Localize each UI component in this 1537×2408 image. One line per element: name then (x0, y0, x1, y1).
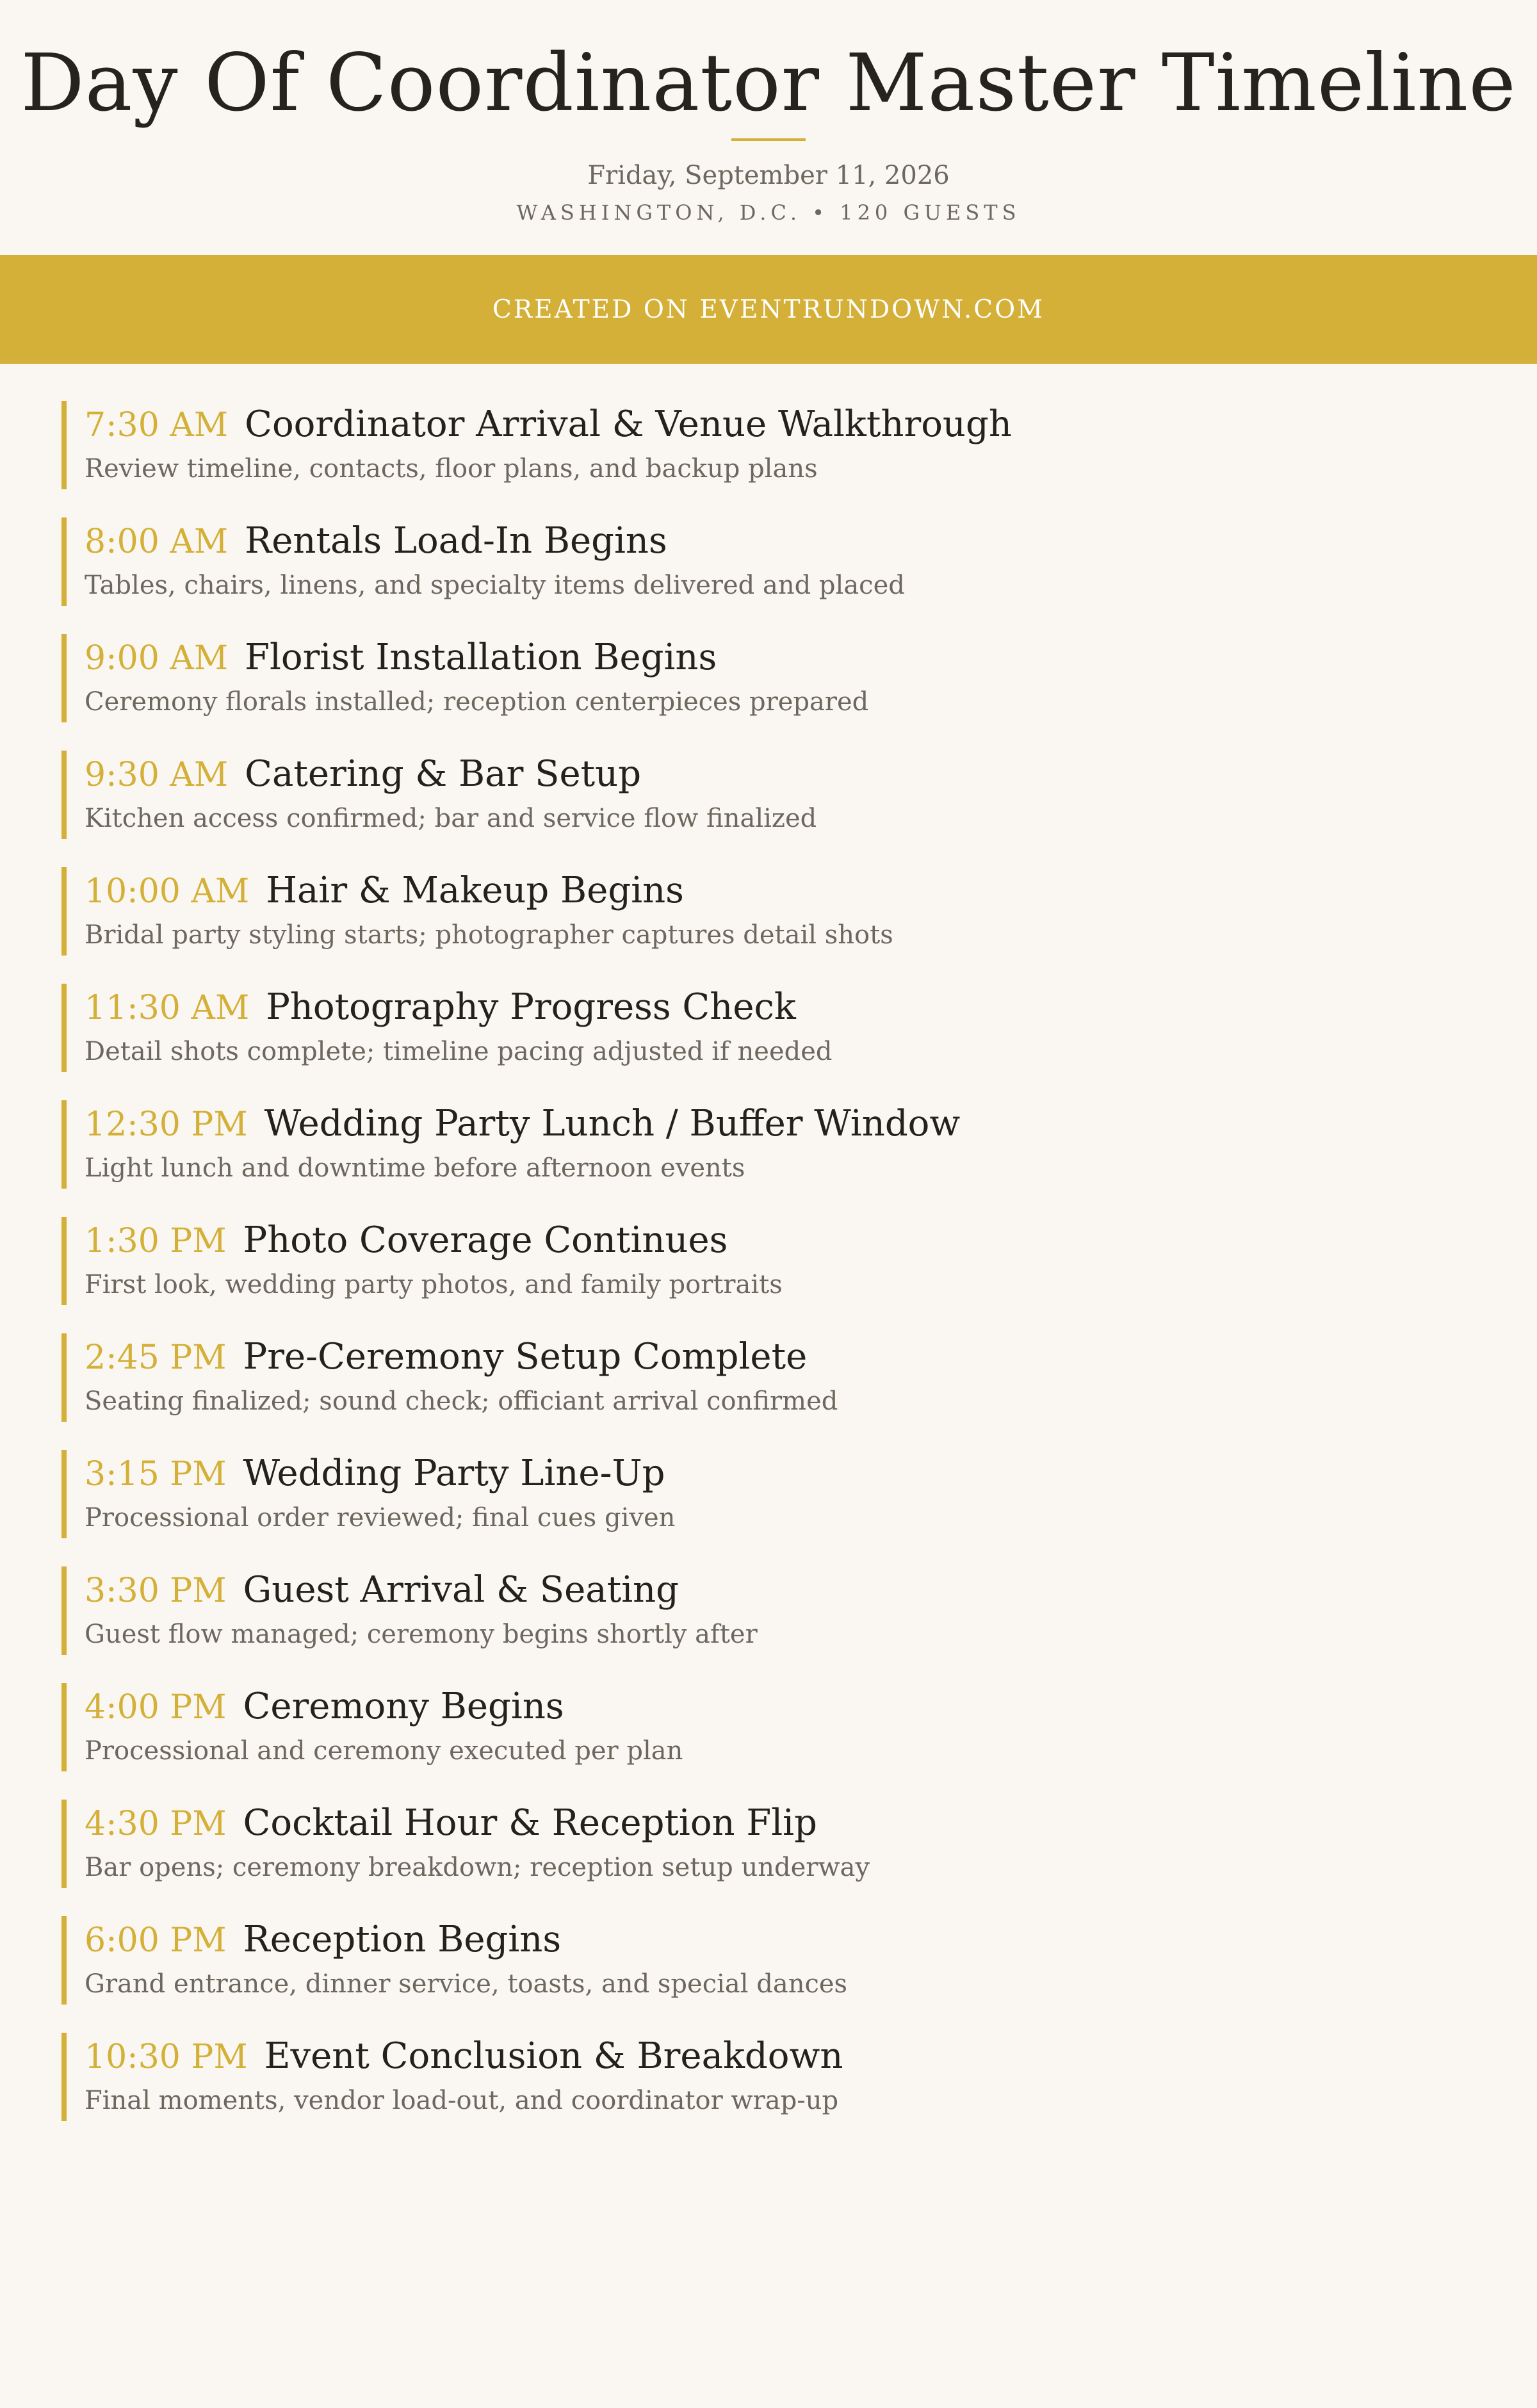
event-title: Rentals Load-In Begins (245, 520, 667, 562)
event-time: 9:00 AM (85, 639, 229, 678)
event-title: Wedding Party Lunch / Buffer Window (264, 1103, 961, 1144)
event-description: Light lunch and downtime before afternoon events (85, 1153, 745, 1183)
event-title: Guest Arrival & Seating (243, 1569, 679, 1611)
timeline-accent-bar (61, 517, 67, 606)
event-title: Event Conclusion & Breakdown (264, 2035, 843, 2077)
event-title: Catering & Bar Setup (245, 753, 642, 795)
timeline-item (61, 749, 1470, 866)
event-time: 8:00 AM (85, 523, 229, 561)
event-time: 3:15 PM (85, 1455, 227, 1493)
timeline-item-heading (85, 866, 684, 924)
timeline-item-heading (85, 633, 717, 691)
event-time: 10:30 PM (85, 2038, 248, 2076)
timeline-accent-bar (61, 1800, 67, 1888)
timeline-accent-bar (61, 1566, 67, 1655)
event-time: 1:30 PM (85, 1222, 227, 1260)
event-time: 2:45 PM (85, 1338, 227, 1377)
event-title: Cocktail Hour & Reception Flip (243, 1802, 817, 1844)
event-time: 10:00 AM (85, 872, 250, 911)
event-title: Hair & Makeup Begins (266, 870, 684, 911)
timeline-item (61, 1798, 1470, 1915)
timeline-item-heading (85, 2031, 843, 2090)
timeline-item (61, 1332, 1470, 1449)
timeline-item-heading (85, 400, 1012, 458)
banner-text: CREATED ON EVENTRUNDOWN.COM (492, 295, 1045, 324)
timeline-accent-bar (61, 1100, 67, 1189)
timeline-accent-bar (61, 1916, 67, 2005)
event-time: 3:30 PM (85, 1572, 227, 1610)
event-title: Photography Progress Check (266, 986, 796, 1028)
timeline-accent-bar (61, 2033, 67, 2121)
event-description: Processional order reviewed; final cues given (85, 1503, 676, 1533)
event-location-guests: WASHINGTON, D.C. • 120 GUESTS (516, 200, 1021, 225)
event-description: Review timeline, contacts, floor plans, and backup plans (85, 454, 818, 484)
timeline-accent-bar (61, 1333, 67, 1422)
timeline-item-heading (85, 1216, 728, 1274)
timeline-item (61, 982, 1470, 1099)
created-on-banner (0, 255, 1537, 364)
event-time: 9:30 AM (85, 756, 229, 794)
event-description: Tables, chairs, linens, and specialty items delivered and placed (85, 571, 905, 600)
timeline-item-heading (85, 1099, 960, 1157)
timeline-item (61, 400, 1470, 516)
timeline-item-heading (85, 749, 641, 808)
event-time: 4:30 PM (85, 1805, 227, 1843)
event-time: 12:30 PM (85, 1105, 248, 1144)
timeline-accent-bar (61, 984, 67, 1072)
event-description: Bar opens; ceremony breakdown; reception setup underway (85, 1853, 870, 1882)
event-description: Detail shots complete; timeline pacing adjusted if needed (85, 1037, 833, 1066)
timeline-accent-bar (61, 751, 67, 839)
event-description: Seating finalized; sound check; officiant arrival confirmed (85, 1387, 838, 1416)
timeline-item (61, 1915, 1470, 2031)
event-title: Reception Begins (243, 1919, 562, 1960)
event-description: Kitchen access confirmed; bar and service flow finalized (85, 804, 817, 833)
timeline-item (61, 1216, 1470, 1332)
event-description: Processional and ceremony executed per plan (85, 1736, 683, 1766)
timeline-item-heading (85, 1449, 665, 1507)
timeline-accent-bar (61, 1683, 67, 1771)
event-date: Friday, September 11, 2026 (587, 161, 950, 190)
timeline-accent-bar (61, 634, 67, 722)
timeline-item-heading (85, 516, 667, 574)
event-description: First look, wedding party photos, and family portraits (85, 1270, 783, 1299)
timeline-item-heading (85, 1798, 817, 1857)
event-title: Coordinator Arrival & Venue Walkthrough (245, 403, 1012, 445)
event-time: 11:30 AM (85, 989, 250, 1027)
event-description: Grand entrance, dinner service, toasts, and special dances (85, 1969, 848, 1999)
timeline-item (61, 1682, 1470, 1798)
timeline-item (61, 633, 1470, 749)
timeline-item (61, 1449, 1470, 1565)
timeline-item (61, 1099, 1470, 1216)
timeline-accent-bar (61, 1450, 67, 1538)
event-description: Final moments, vendor load-out, and coordinator wrap-up (85, 2086, 839, 2115)
event-time: 7:30 AM (85, 406, 229, 444)
event-title: Ceremony Begins (243, 1686, 564, 1727)
event-time: 6:00 PM (85, 1921, 227, 1960)
timeline-item (61, 516, 1470, 633)
timeline-item (61, 866, 1470, 982)
timeline-item-heading (85, 1332, 807, 1390)
timeline-item-heading (85, 1565, 679, 1623)
timeline-item (61, 1565, 1470, 1682)
timeline-item-heading (85, 982, 796, 1041)
timeline-accent-bar (61, 867, 67, 956)
page-header (0, 0, 1537, 225)
timeline-list (61, 400, 1470, 2148)
event-title: Photo Coverage Continues (243, 1219, 728, 1261)
timeline-item (61, 2031, 1470, 2148)
page-title: Day Of Coordinator Master Timeline (20, 37, 1517, 129)
timeline-item-heading (85, 1682, 564, 1740)
timeline-accent-bar (61, 1217, 67, 1305)
timeline-item-heading (85, 1915, 561, 1973)
event-title: Pre-Ceremony Setup Complete (243, 1336, 808, 1378)
event-title: Florist Installation Begins (245, 637, 717, 678)
event-description: Ceremony florals installed; reception centerpieces prepared (85, 687, 869, 717)
event-description: Bridal party styling starts; photographer captures detail shots (85, 920, 893, 950)
event-time: 4:00 PM (85, 1688, 227, 1727)
event-description: Guest flow managed; ceremony begins shortly after (85, 1620, 758, 1649)
title-divider (731, 138, 806, 141)
event-title: Wedding Party Line-Up (243, 1452, 665, 1494)
timeline-accent-bar (61, 401, 67, 489)
